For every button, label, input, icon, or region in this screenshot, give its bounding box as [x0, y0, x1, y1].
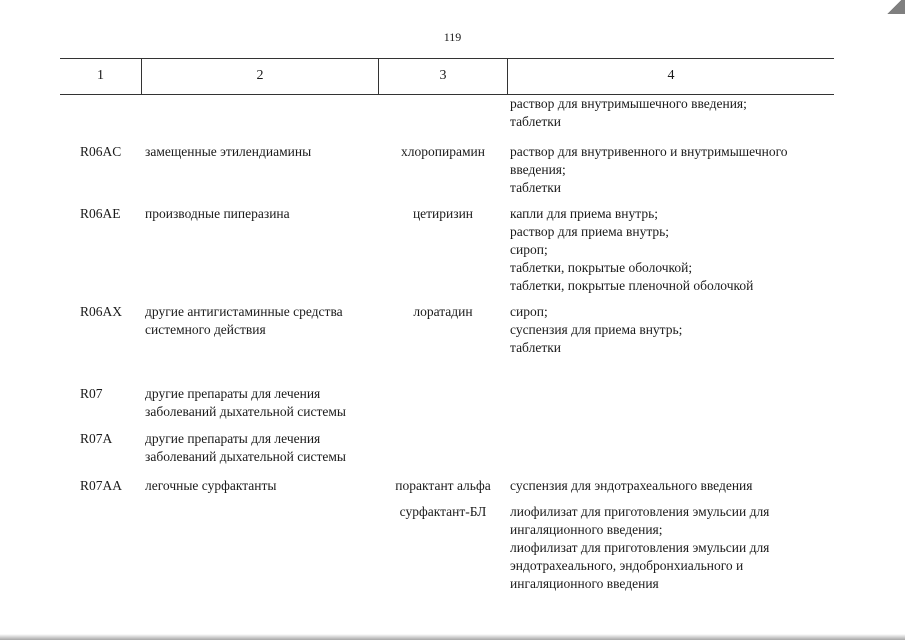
atc-description: другие антигистаминные средства системного действия — [145, 304, 343, 337]
atc-description: легочные сурфактанты — [145, 478, 277, 493]
scan-corner-artifact — [883, 0, 905, 14]
atc-description: другие препараты для лечения заболеваний дыхательной системы — [145, 431, 346, 464]
atc-code: R07AA — [80, 478, 123, 493]
atc-code: R07 — [80, 386, 103, 401]
drug-name: порактант альфа — [395, 478, 491, 493]
atc-code: R06AE — [80, 206, 121, 221]
header-col-1: 1 — [97, 68, 104, 83]
atc-description: замещенные этилендиамины — [145, 144, 312, 159]
page-number: 119 — [443, 30, 462, 44]
header-col-3: 3 — [439, 68, 447, 83]
scan-edge-shadow — [0, 634, 905, 640]
dosage-forms: лиофилизат для приготовления эмульсии для ингаляционного введения; лиофилизат для приготовления эмульсии для эндотрахеального, эндобронхиального и ингаляционного введения — [510, 504, 770, 591]
drug-name: цетиризин — [412, 206, 474, 221]
dosage-forms: раствор для внутримышечного введения; таблетки — [510, 96, 747, 129]
dosage-forms: капли для приема внутрь; раствор для приема внутрь; сироп; таблетки, покрытые оболочкой; таблетки, покрытые пленочной оболочкой — [510, 206, 754, 293]
table-header — [60, 58, 834, 95]
dosage-forms: суспензия для эндотрахеального введения — [510, 478, 753, 493]
atc-description: производные пиперазина — [145, 206, 290, 221]
drug-name: хлоропирамин — [401, 144, 485, 159]
header-col-4: 4 — [667, 68, 675, 83]
atc-description: другие препараты для лечения заболеваний дыхательной системы — [145, 386, 346, 419]
drug-name: лоратадин — [413, 304, 473, 319]
dosage-forms: сироп; суспензия для приема внутрь; таблетки — [510, 304, 683, 355]
drug-name: сурфактант-БЛ — [399, 504, 487, 519]
atc-code: R06AX — [80, 304, 123, 319]
dosage-forms: раствор для внутривенного и внутримышечного введения; таблетки — [510, 144, 788, 195]
atc-code: R07A — [80, 431, 113, 446]
atc-code: R06AC — [80, 144, 122, 159]
header-col-2: 2 — [256, 68, 264, 83]
